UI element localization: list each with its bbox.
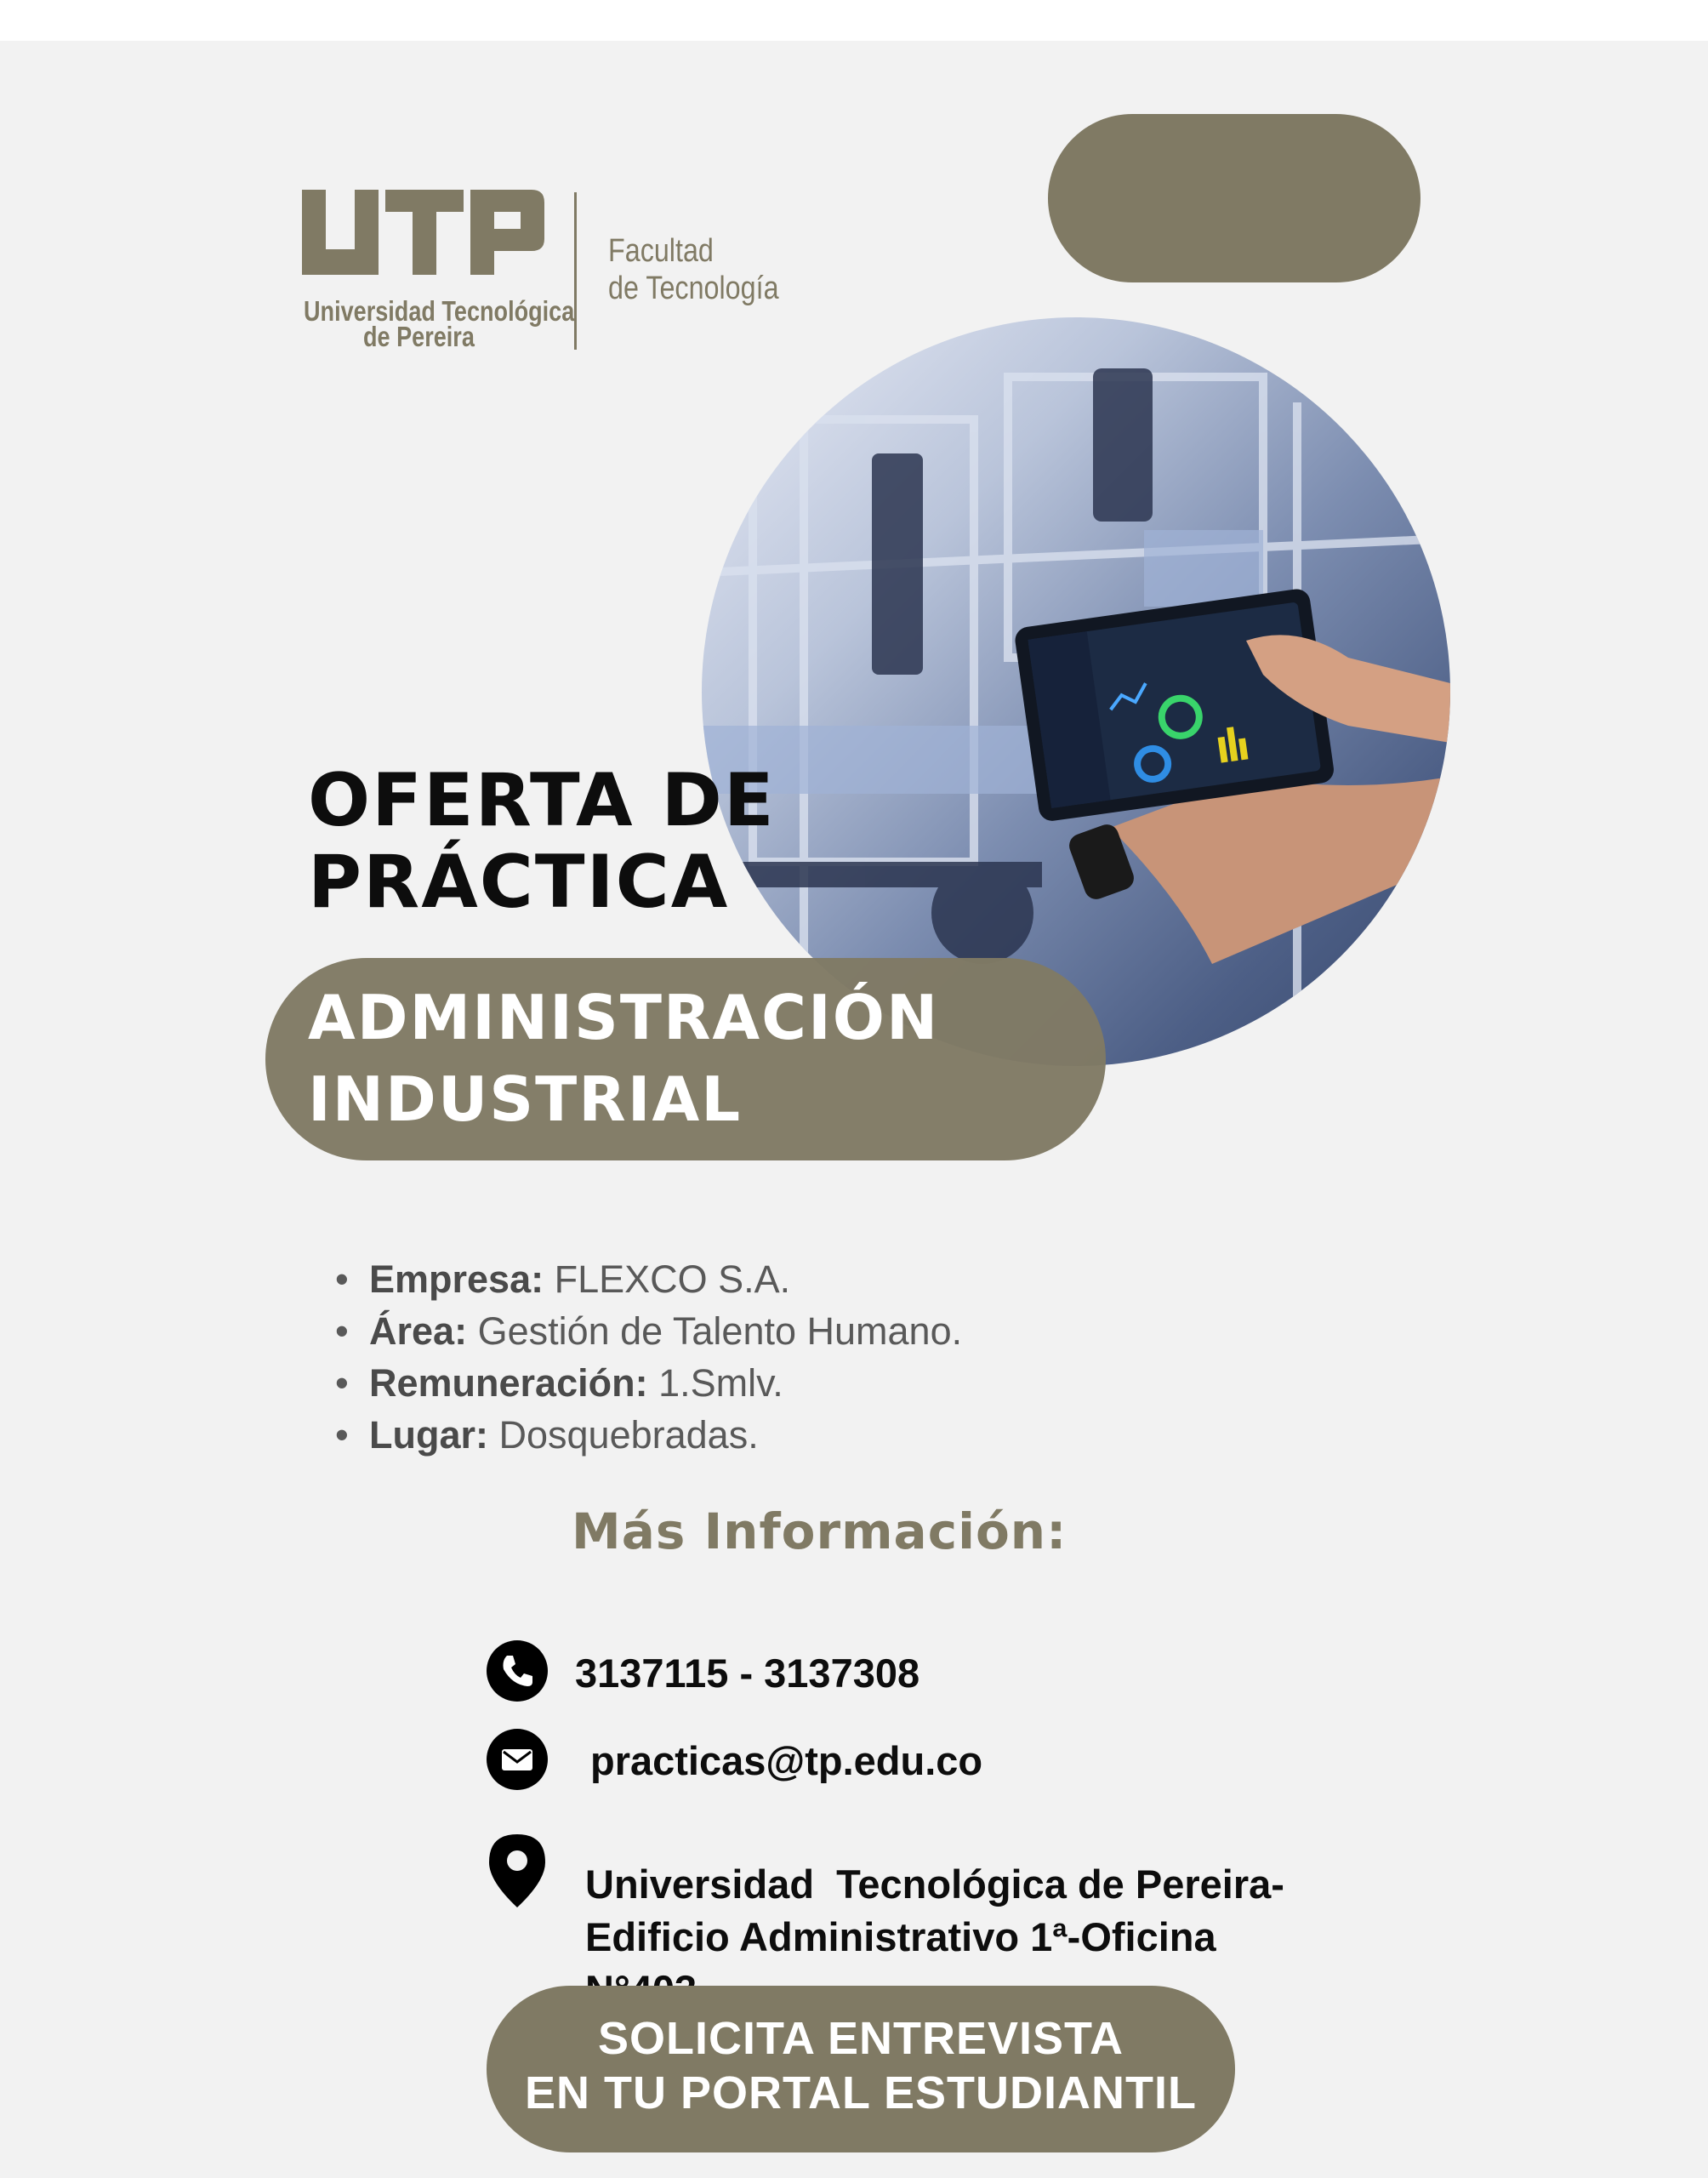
detail-item-remuneracion bbox=[332, 1357, 962, 1409]
hero-illustration bbox=[702, 317, 1450, 1066]
detail-item-area bbox=[332, 1305, 962, 1357]
program-pill bbox=[265, 958, 1106, 1160]
mail-icon bbox=[487, 1729, 548, 1790]
detail-label: Empresa: bbox=[369, 1257, 544, 1301]
top-decorative-pill bbox=[1048, 114, 1420, 282]
detail-value: 1.Smlv. bbox=[647, 1361, 783, 1405]
university-name-line1: Universidad Tecnológica bbox=[304, 295, 575, 327]
program-line1: ADMINISTRACIÓN bbox=[308, 982, 940, 1053]
heading-line2: PRÁCTICA bbox=[308, 840, 730, 925]
detail-item-empresa bbox=[332, 1253, 962, 1305]
logo-divider bbox=[574, 192, 577, 350]
bullet: • bbox=[335, 1309, 349, 1353]
hero-image-industrial-tablet bbox=[702, 317, 1450, 1066]
more-info-heading: Más Información: bbox=[572, 1502, 1068, 1560]
location-pin-icon bbox=[489, 1834, 545, 1907]
detail-item-lugar bbox=[332, 1409, 962, 1461]
detail-label: Área: bbox=[369, 1309, 468, 1353]
interview-cta-button[interactable] bbox=[487, 1986, 1235, 2152]
cta-line1: SOLICITA ENTREVISTA bbox=[597, 2013, 1124, 2064]
offer-heading bbox=[308, 760, 776, 923]
heading-line1: OFERTA DE bbox=[308, 758, 776, 843]
poster bbox=[0, 41, 1708, 2178]
address-line1: Universidad Tecnológica de Pereira- bbox=[585, 1862, 1284, 1907]
faculty-line1: Facultad bbox=[608, 233, 714, 269]
address-line2: Edificio Administrativo 1ª-Oficina bbox=[585, 1914, 1216, 1959]
contact-email[interactable]: practicas@tp.edu.co bbox=[590, 1738, 983, 1783]
faculty-name bbox=[608, 232, 779, 307]
offer-details-list bbox=[332, 1253, 962, 1461]
utp-logo-mark bbox=[302, 190, 544, 275]
phone-icon bbox=[487, 1640, 548, 1702]
detail-value: FLEXCO S.A. bbox=[544, 1257, 791, 1301]
detail-value: Dosquebradas. bbox=[488, 1413, 759, 1457]
faculty-line2: de Tecnología bbox=[608, 271, 779, 306]
contact-phone[interactable]: 3137115 - 3137308 bbox=[575, 1651, 920, 1696]
bullet: • bbox=[335, 1257, 349, 1301]
university-name-line2: de Pereira bbox=[363, 321, 475, 352]
detail-value: Gestión de Talento Humano. bbox=[467, 1309, 963, 1353]
program-line2: INDUSTRIAL bbox=[308, 1063, 743, 1135]
bullet: • bbox=[335, 1361, 349, 1405]
detail-label: Lugar: bbox=[369, 1413, 488, 1457]
cta-line2: EN TU PORTAL ESTUDIANTIL bbox=[525, 2067, 1197, 2118]
bullet: • bbox=[335, 1413, 349, 1457]
program-name bbox=[308, 977, 939, 1140]
detail-label: Remuneración: bbox=[369, 1361, 648, 1405]
